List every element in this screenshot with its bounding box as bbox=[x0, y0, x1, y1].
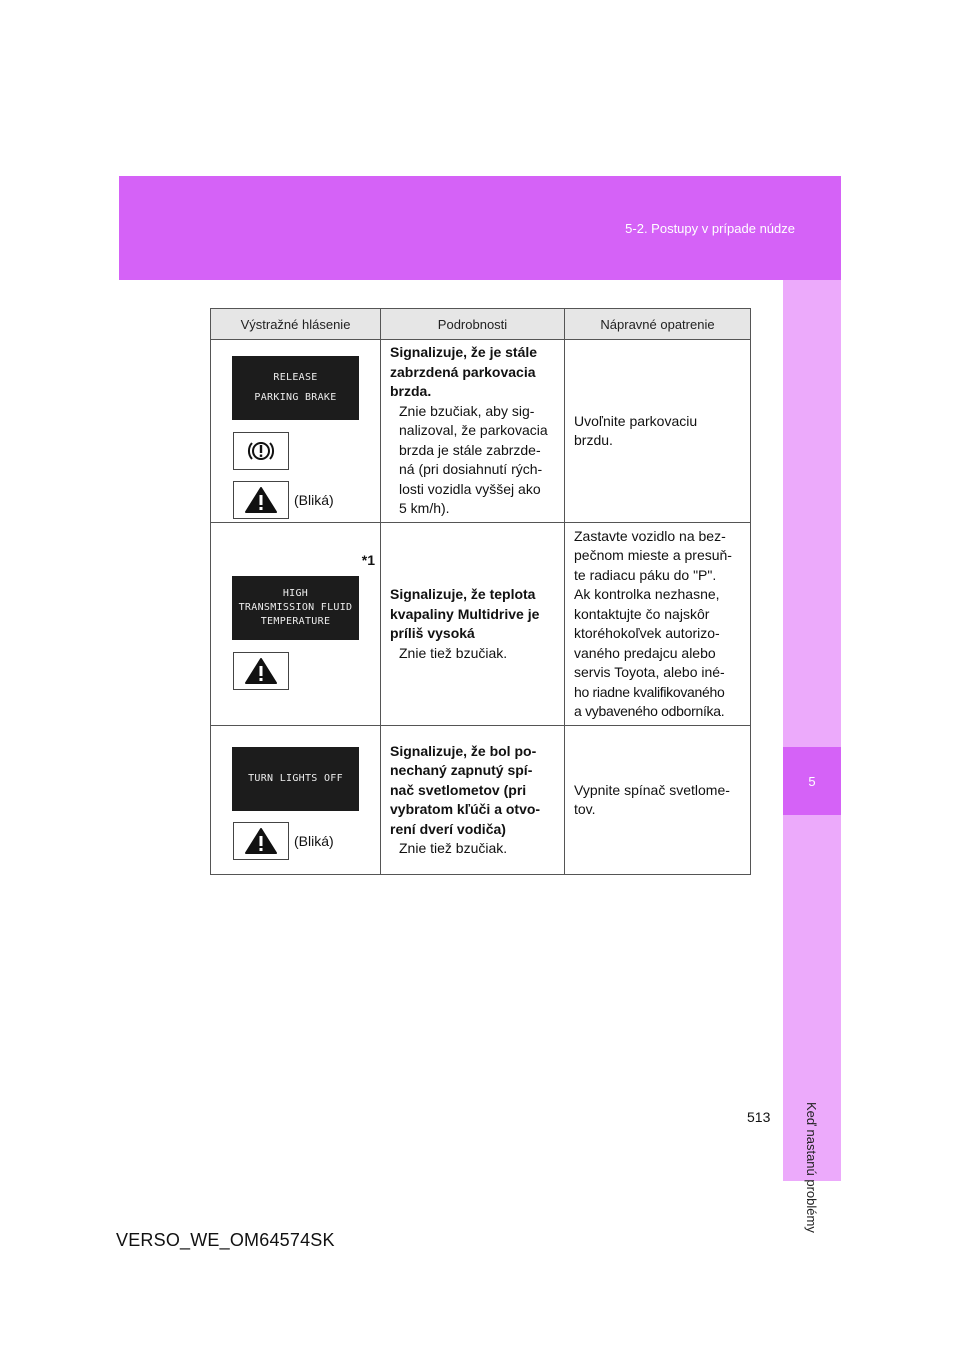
chapter-side-tab bbox=[783, 280, 841, 1233]
master-warning-icon bbox=[233, 822, 289, 860]
high-transmission-fluid-temperature-display: HIGH TRANSMISSION FLUID TEMPERATURE bbox=[232, 576, 359, 640]
detail-heading: Signalizuje, že bol po- nechaný zapnutý spí- nač svetlometov (pri vybratom kľúči a otvo- rení dverí vodiča) bbox=[390, 742, 541, 837]
section-header-band bbox=[119, 176, 841, 280]
section-title: 5-2. Postupy v prípade núdze bbox=[625, 221, 795, 236]
turn-lights-off-display: TURN LIGHTS OFF bbox=[232, 747, 359, 811]
release-parking-brake-display: RELEASE PARKING BRAKE bbox=[232, 356, 359, 420]
remedy-cell: Uvoľnite parkovaciu brzdu. bbox=[565, 340, 751, 523]
remedy-cell: Vypnite spínač svetlome- tov. bbox=[565, 726, 751, 875]
chapter-label: Keď nastanú problémy bbox=[804, 1102, 819, 1233]
detail-heading: Signalizuje, že je stále zabrzdená parkovacia brzda. bbox=[390, 344, 538, 400]
master-warning-icon bbox=[233, 652, 289, 690]
master-warning-icon bbox=[233, 481, 289, 519]
table-row bbox=[211, 726, 751, 875]
warning-icons-cell bbox=[211, 340, 381, 523]
chapter-number: 5 bbox=[783, 747, 841, 815]
brake-warning-lamp-icon bbox=[233, 432, 289, 470]
blinking-note: (Bliká) bbox=[294, 833, 334, 849]
document-code: VERSO_WE_OM64574SK bbox=[116, 1230, 335, 1250]
warning-icons-cell bbox=[211, 726, 381, 875]
detail-text: Znie bzučiak, aby sig- nalizoval, že parkovacia brzda je stále zabrzde- ná (pri dosiahnutí rých- losti vozidla vyššej ako 5 km/h). bbox=[399, 402, 548, 517]
warning-icons-cell bbox=[211, 523, 381, 726]
detail-text: Znie tiež bzučiak. bbox=[399, 644, 508, 661]
details-cell bbox=[381, 340, 565, 523]
column-header-remedy: Nápravné opatrenie bbox=[565, 309, 751, 340]
warning-table bbox=[210, 308, 751, 875]
footnote-marker: *1 bbox=[361, 552, 375, 568]
column-header-warning: Výstražné hlásenie bbox=[211, 309, 381, 340]
detail-heading: Signalizuje, že teplota kvapaliny Multidrive je príliš vysoká bbox=[390, 586, 540, 641]
detail-text: Znie tiež bzučiak. bbox=[399, 840, 508, 856]
blinking-note: (Bliká) bbox=[294, 492, 334, 508]
table-row bbox=[211, 523, 751, 726]
column-header-details: Podrobnosti bbox=[381, 309, 565, 340]
table-header-row bbox=[211, 309, 751, 340]
details-cell bbox=[381, 726, 565, 875]
remedy-cell: Zastavte vozidlo na bez- pečnom mieste a presuň- te radiacu páku do "P". Ak kontrolka nezhasne, kontaktujte čo najskôr ktoréhokoľvek autorizo- vaného predajcu alebo servis Toyota, alebo iné- ho riadne kvalifikovaného a vybaveného odborníka. bbox=[565, 523, 751, 726]
page-number: 513 bbox=[747, 1109, 771, 1125]
table-row bbox=[211, 340, 751, 523]
details-cell bbox=[381, 523, 565, 726]
